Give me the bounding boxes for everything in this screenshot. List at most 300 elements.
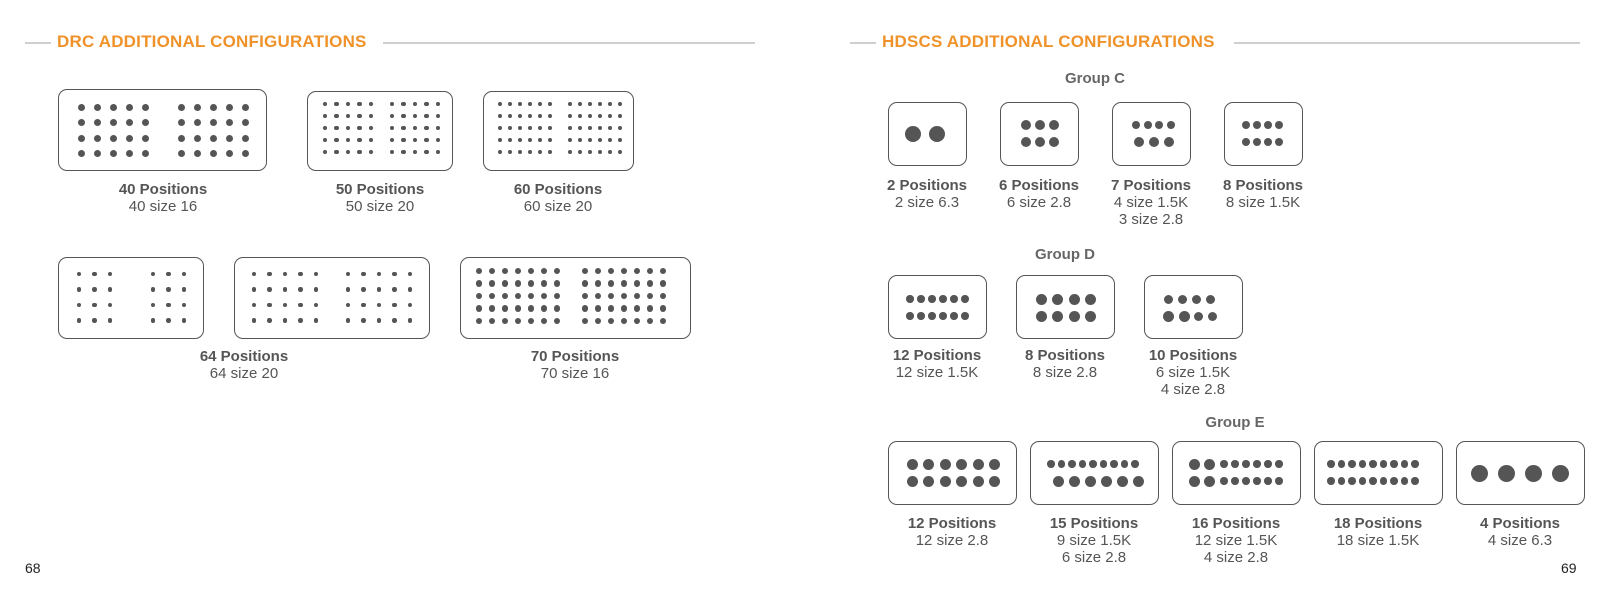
item-detail: 12 size 1.5K [1194,532,1278,549]
connector-pin [377,287,382,292]
connector-pin [973,476,984,487]
connector-pin [621,305,628,312]
connector-pin [142,119,149,126]
item-detail: 60 size 20 [523,198,593,215]
connector-40-positions [58,89,267,171]
connector-pin [424,114,429,119]
connector-pin [928,312,936,320]
connector-pin [401,114,406,119]
caption-e-12-positions [887,515,1017,549]
connector-pin [314,287,319,292]
item-name: 40 Positions [118,181,208,198]
connector-pin [377,318,382,323]
connector-pin [608,305,615,312]
connector-pin [1204,476,1215,487]
connector-pin [166,287,171,292]
connector-pin [634,305,641,312]
caption-e-16-positions [1171,515,1301,566]
group-c-title: Group C [1065,70,1125,87]
connector-pin [928,295,936,303]
connector-pin [906,295,914,303]
item-detail: 2 size 6.3 [894,194,960,211]
connector-pin [242,135,249,142]
connector-pin [334,114,339,119]
connector-pin [1164,295,1173,304]
connector-pin [1192,295,1201,304]
connector-pin [298,272,303,277]
connector-pin [110,104,117,111]
connector-pin [1164,137,1174,147]
connector-pin [178,104,185,111]
hdscs-section-title: HDSCS ADDITIONAL CONFIGURATIONS [882,32,1215,51]
connector-pin [361,272,366,277]
item-detail: 12 size 1.5K [895,364,979,381]
connector-pin [267,272,272,277]
connector-pin [1101,476,1112,487]
connector-pin [660,280,667,287]
connector-pin [194,119,201,126]
connector-pin [1242,477,1250,485]
item-detail: 4 size 6.3 [1487,532,1553,549]
connector-pin [1131,460,1139,468]
connector-pin [582,305,589,312]
connector-pin [298,303,303,308]
connector-d-8-positions [1016,275,1115,339]
connector-pin [77,318,82,323]
connector-pin [476,305,483,312]
connector-pin [334,126,339,131]
connector-pin [1189,476,1200,487]
item-name: 15 Positions [1049,515,1139,532]
item-name: 64 Positions [199,348,289,365]
connector-pin [92,272,97,277]
item-detail: 6 size 1.5K [1155,364,1231,381]
connector-pin [1053,476,1064,487]
connector-pin [314,318,319,323]
connector-pin [1338,477,1346,485]
connector-pin [1338,460,1346,468]
connector-pin [1189,459,1200,470]
connector-pin [939,295,947,303]
item-name: 4 Positions [1479,515,1561,532]
connector-pin [424,138,429,143]
connector-pin [647,305,654,312]
connector-pin [1348,460,1356,468]
connector-pin [78,104,85,111]
connector-pin [1327,460,1335,468]
connector-pin [178,135,185,142]
connector-pin [1498,465,1515,482]
connector-pin [357,138,362,143]
item-name: 18 Positions [1333,515,1423,532]
connector-pin [1242,138,1250,146]
connector-pin [92,318,97,323]
connector-c-6-positions [1000,102,1079,166]
caption-c-2-positions [867,177,987,211]
group-e-title: Group E [1205,414,1265,431]
connector-pin [1178,295,1187,304]
connector-pin [1035,137,1045,147]
connector-pin [182,318,187,323]
connector-pin [1036,311,1047,322]
connector-pin [392,272,397,277]
item-detail: 4 size 1.5K [1113,194,1189,211]
item-detail: 70 size 16 [540,365,610,382]
connector-pin [226,104,233,111]
connector-pin [1117,476,1128,487]
connector-pin [608,280,615,287]
connector-pin [401,138,406,143]
connector-pin [424,102,429,107]
connector-pin [108,287,113,292]
connector-pin [950,295,958,303]
connector-pin [298,287,303,292]
drc-section-title: DRC ADDITIONAL CONFIGURATIONS [57,32,367,51]
caption-d-12-positions [877,347,997,381]
connector-pin [1058,460,1066,468]
connector-pin [647,280,654,287]
connector-pin [182,287,187,292]
connector-pin [939,312,947,320]
connector-pin [357,114,362,119]
connector-e-15-positions [1030,441,1159,505]
connector-pin [1089,460,1097,468]
connector-pin [502,305,509,312]
connector-pin [1204,459,1215,470]
connector-pin [242,150,249,157]
item-detail: 40 size 16 [128,198,198,215]
connector-pin [1052,294,1063,305]
connector-pin [1264,138,1272,146]
connector-pin [108,318,113,323]
connector-pin [408,318,413,323]
connector-pin [1275,138,1283,146]
connector-pin [1036,294,1047,305]
connector-pin [1231,477,1239,485]
connector-pin [1253,121,1261,129]
connector-pin [392,318,397,323]
connector-50-positions [307,91,453,171]
connector-pin [917,295,925,303]
connector-pin [226,119,233,126]
connector-pin [1359,460,1367,468]
connector-pin [178,119,185,126]
connector-d-12-positions [888,275,987,339]
connector-pin [1275,460,1283,468]
item-detail: 8 size 1.5K [1225,194,1301,211]
connector-64-positions-part-a [58,257,204,339]
connector-pin [210,104,217,111]
connector-pin [142,104,149,111]
connector-pin [298,318,303,323]
page-number-right: 69 [1561,560,1577,576]
header-rule-left [25,42,51,44]
connector-pin [1220,460,1228,468]
connector-pin [1100,460,1108,468]
connector-pin [989,476,1000,487]
connector-pin [346,318,351,323]
item-name: 8 Positions [1222,177,1304,194]
connector-pin [1253,138,1261,146]
item-name: 8 Positions [1024,347,1106,364]
connector-pin [1194,312,1203,321]
connector-pin [541,280,548,287]
connector-pin [595,280,602,287]
connector-pin [1359,477,1367,485]
connector-pin [401,102,406,107]
connector-c-7-positions [1112,102,1191,166]
connector-pin [283,318,288,323]
connector-64-positions-part-b [234,257,430,339]
connector-pin [1085,294,1096,305]
connector-pin [1380,460,1388,468]
connector-pin [1079,460,1087,468]
caption-e-15-positions [1029,515,1159,566]
connector-pin [929,126,945,142]
connector-pin [1110,460,1118,468]
connector-e-12-positions [888,441,1017,505]
drc-section-header [25,32,755,52]
header-rule-right [383,42,755,44]
connector-pin [178,150,185,157]
item-name: 16 Positions [1191,515,1281,532]
connector-pin [1155,121,1163,129]
connector-pin [126,150,133,157]
connector-pin [1163,311,1174,322]
connector-pin [634,280,641,287]
connector-pin [1411,477,1419,485]
caption-50-positions [305,181,455,215]
connector-pin [515,280,522,287]
item-detail: 9 size 1.5K [1056,532,1132,549]
connector-pin [1149,137,1159,147]
connector-pin [252,318,257,323]
page-number-left: 68 [25,560,41,576]
connector-pin [94,150,101,157]
connector-pin [1049,120,1059,130]
connector-pin [424,150,429,155]
connector-pin [92,303,97,308]
caption-64-positions [169,348,319,382]
connector-pin [166,318,171,323]
connector-pin [226,150,233,157]
connector-pin [476,280,483,287]
connector-pin [1047,460,1055,468]
connector-pin [956,476,967,487]
caption-c-7-positions [1091,177,1211,228]
connector-pin [923,459,934,470]
connector-pin [334,150,339,155]
connector-pin [989,459,1000,470]
connector-pin [961,312,969,320]
connector-pin [1253,477,1261,485]
group-d-title: Group D [1035,246,1095,263]
connector-pin [582,280,589,287]
connector-pin [1144,121,1152,129]
item-detail: 4 size 2.8 [1203,549,1269,566]
connector-pin [502,280,509,287]
connector-pin [78,150,85,157]
connector-pin [1069,311,1080,322]
connector-pin [357,150,362,155]
connector-c-2-positions [888,102,967,166]
connector-pin [1021,120,1031,130]
item-name: 12 Positions [892,347,982,364]
connector-pin [267,287,272,292]
connector-pin [151,287,156,292]
connector-pin [392,303,397,308]
caption-60-positions [483,181,633,215]
connector-pin [1021,137,1031,147]
connector-pin [142,135,149,142]
connector-pin [660,305,667,312]
connector-pin [194,104,201,111]
connector-pin [166,303,171,308]
connector-pin [210,119,217,126]
connector-pin [110,135,117,142]
connector-pin [1275,477,1283,485]
connector-pin [961,295,969,303]
connector-pin [1069,476,1080,487]
connector-pin [595,305,602,312]
connector-pin [226,135,233,142]
item-detail: 18 size 1.5K [1336,532,1420,549]
item-name: 6 Positions [998,177,1080,194]
connector-pin [334,102,339,107]
connector-pin [907,476,918,487]
connector-pin [1085,311,1096,322]
connector-pin [1220,477,1228,485]
connector-pin [242,104,249,111]
connector-pin [906,312,914,320]
connector-pin [1401,477,1409,485]
caption-e-4-positions [1455,515,1585,549]
connector-pin [1132,121,1140,129]
item-name: 10 Positions [1148,347,1238,364]
connector-pin [78,135,85,142]
connector-pin [1133,476,1144,487]
connector-pin [1369,460,1377,468]
connector-pin [515,305,522,312]
connector-pin [151,318,156,323]
connector-pin [267,303,272,308]
connector-pin [126,135,133,142]
item-name: 7 Positions [1110,177,1192,194]
connector-pin [110,119,117,126]
connector-pin [361,318,366,323]
caption-e-18-positions [1313,515,1443,549]
connector-pin [92,287,97,292]
connector-pin [1552,465,1569,482]
connector-pin [1206,295,1215,304]
item-detail: 4 size 2.8 [1160,381,1226,398]
connector-pin [528,305,535,312]
item-name: 70 Positions [530,348,620,365]
connector-pin [1264,477,1272,485]
connector-pin [210,135,217,142]
connector-pin [77,287,82,292]
item-detail: 12 size 2.8 [915,532,989,549]
connector-pin [166,272,171,277]
connector-pin [1275,121,1283,129]
connector-pin [346,287,351,292]
connector-pin [1231,460,1239,468]
connector-pin [1069,294,1080,305]
connector-pin [142,150,149,157]
item-detail: 50 size 20 [345,198,415,215]
connector-pin [392,287,397,292]
connector-pin [361,287,366,292]
connector-pin [1380,477,1388,485]
connector-pin [1253,460,1261,468]
connector-pin [357,102,362,107]
connector-pin [1390,477,1398,485]
item-detail: 6 size 2.8 [1006,194,1072,211]
connector-pin [554,280,561,287]
connector-pin [940,459,951,470]
connector-pin [1411,460,1419,468]
connector-pin [283,287,288,292]
connector-d-10-positions [1144,275,1243,339]
connector-pin [1242,460,1250,468]
item-detail: 64 size 20 [209,365,279,382]
connector-pin [1085,476,1096,487]
connector-pin [1208,312,1217,321]
connector-e-18-positions [1314,441,1443,505]
connector-pin [1401,460,1409,468]
connector-pin [1390,460,1398,468]
connector-pin [401,126,406,131]
connector-pin [126,104,133,111]
item-detail: 8 size 2.8 [1032,364,1098,381]
item-detail: 3 size 2.8 [1118,211,1184,228]
connector-pin [621,280,628,287]
connector-pin [1121,460,1129,468]
item-name: 60 Positions [513,181,603,198]
item-name: 2 Positions [886,177,968,194]
caption-d-8-positions [1005,347,1125,381]
caption-40-positions [88,181,238,215]
connector-pin [541,305,548,312]
connector-pin [252,287,257,292]
connector-pin [242,119,249,126]
connector-pin [1471,465,1488,482]
connector-pin [923,476,934,487]
connector-pin [1242,121,1250,129]
connector-pin [94,119,101,126]
connector-pin [267,318,272,323]
connector-pin [1179,311,1190,322]
connector-pin [973,459,984,470]
connector-pin [210,150,217,157]
connector-pin [905,126,921,142]
header-rule-right [1234,42,1580,44]
connector-pin [950,312,958,320]
connector-pin [424,126,429,131]
header-rule-left [850,42,876,44]
connector-pin [401,150,406,155]
connector-pin [956,459,967,470]
caption-70-positions [500,348,650,382]
connector-pin [1134,137,1144,147]
hdscs-section-header [850,32,1580,52]
connector-pin [489,305,496,312]
connector-pin [1348,477,1356,485]
connector-e-16-positions [1172,441,1301,505]
connector-pin [110,150,117,157]
connector-pin [1327,477,1335,485]
connector-c-8-positions [1224,102,1303,166]
